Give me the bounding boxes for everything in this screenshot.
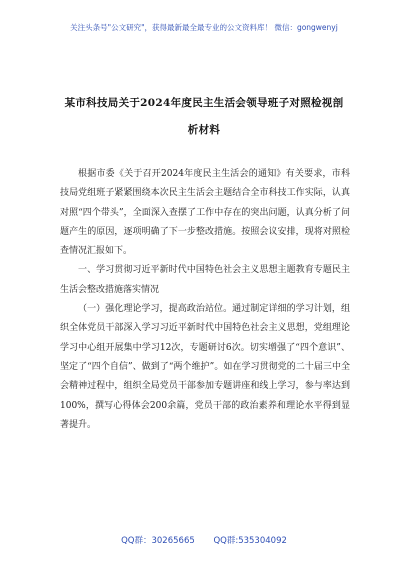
document-title-line-1: 某市科技局关于2024年度民主生活会领导班子对照检视剖 (64, 97, 344, 109)
footer-qq-group-1: QQ群：30265665 (121, 536, 195, 546)
footer-qq-groups (0, 534, 408, 546)
section-heading-1: 一、学习贯彻习近平新时代中国特色社会主义思想主题教育专题民主生活会整改措施落实情况 (60, 265, 350, 295)
header-banner: 关注头条号"公文研究"，获得最新最全最专业的公文资料库！ 微信：gongwenyj (70, 23, 338, 32)
document-body (60, 165, 350, 435)
paragraph-subsection-1: （一）强化理论学习，提高政治站位。通过制定详细的学习计划，组织全体党员干部深入学习习近平新时代中国特色社会主义思想，党组理论学习中心组开展集中学习12次，专题研讨6次。切实增强了“四个意识”、坚定了“四个自信”、做到了“两个维护”。如在学习贯彻党的二十届三中全会精神过程中，组织全局党员干部参加专题讲座和线上学习，参与率达到100%，撰写心得体会200余篇，党员干部的政治素养和理论水平得到显著提升。 (60, 304, 350, 430)
paragraph-intro: 根据市委《关于召开2024年度民主生活会的通知》有关要求，市科技局党组班子紧紧围绕本次民主生活会主题结合全市科技工作实际，认真对照“四个带头”，全面深入查摆了工作中存在的突出问题，认真分析了问题产生的原因，逐项明确了下一步整改措施。按照会议安排，现将对照检查情况汇报如下。 (60, 169, 350, 257)
document-title-line-2: 析材料 (187, 124, 221, 136)
footer-qq-group-2: QQ群:535304092 (213, 536, 287, 546)
